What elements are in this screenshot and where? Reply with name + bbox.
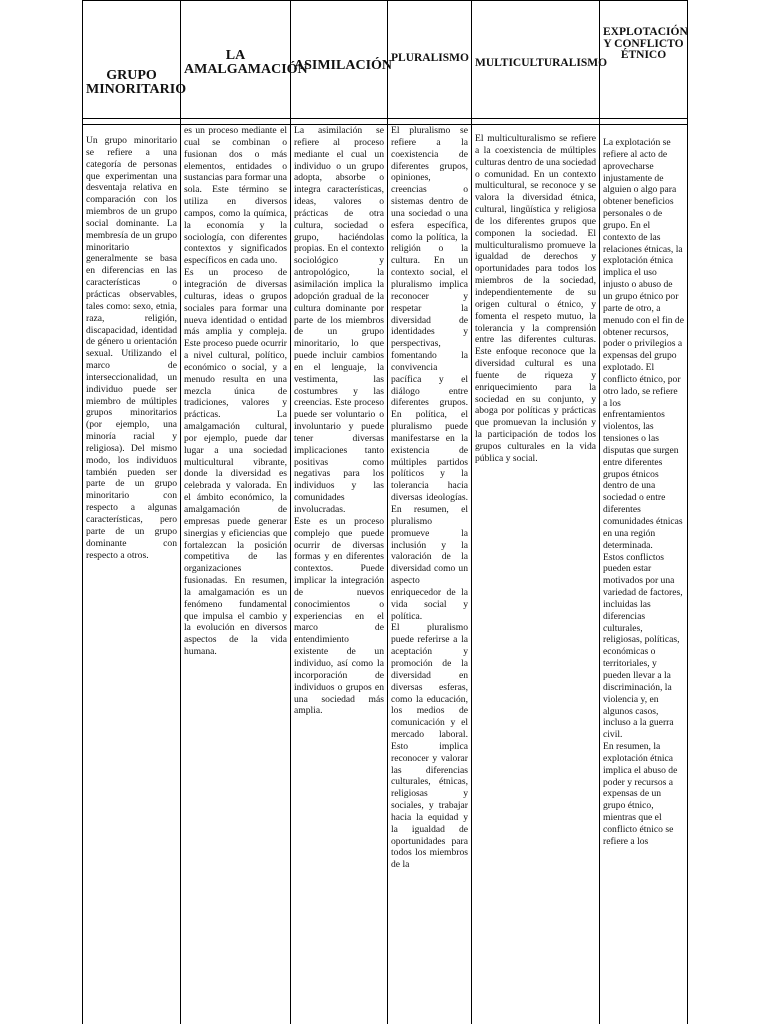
header-label: EXPLOTACIÓN Y CONFLICTO ÉTNICO [603,26,688,62]
header-label: GRUPO MINORITARIO [86,68,187,98]
header-explotacion [600,1,688,119]
cell-paragraph: Este es un proceso complejo que puede ocurrir de diversas formas y en diferentes contextos. Puede implicar la integración de nuevos conocimientos o experiencias en el marco de entendimiento existente de un individuo, así como la incorporación de individuos o grupos en una sociedad más amplia. [294,515,384,717]
cell-paragraph: Estos conflictos pueden estar motivados por una variedad de factores, incluidas las diferencias culturales, religiosas, políticas, económicas o territoriales, y pueden llevar a la discriminación, la violencia y, en algunos casos, incluso a la guerra civil. [603,551,683,741]
table-row [83,125,688,1024]
header-pluralismo [388,1,472,119]
cell-paragraph: El pluralismo puede referirse a la aceptación y promoción de la diversidad en diversas esferas, como la educación, los medios de comunicación y el mercado laboral. Esto implica reconocer y valorar las diferencias culturales, étnicas, religiosas y sociales, y trabajar hacia la equidad y la igualdad de oportunidades para todos los miembros de la [391,622,468,871]
cell-asimilacion [291,125,388,1024]
header-asimilacion [291,1,393,119]
header-grupo-minoritario [83,1,187,119]
cell-paragraph: La asimilación se refiere al proceso mediante el cual un individuo o un grupo adopta, absorbe o integra características, ideas, valores o prácticas de otra cultura, sociedad o grupo, haciéndolas propias. En el contexto sociológico y antropológico, la asimilación implica la adopción gradual de la cultura dominante por parte de los miembros de un grupo minoritario, lo que puede incluir cambios en el lenguaje, la vestimenta, las costumbres y las creencias. Este proceso puede ser voluntario o involuntario y puede tener diversas implicaciones tanto positivas como negativas para los individuos y las comunidades involucradas. [294,125,384,515]
header-amalgamacion [181,1,308,119]
header-label: PLURALISMO [391,52,469,64]
cell-grupo-minoritario [83,125,181,1024]
cell-paragraph: La explotación se refiere al acto de aprovecharse injustamente de alguien o algo para obtener beneficios personales o de grupo. En el contexto de las relaciones étnicas, la explotación étnica implica el uso injusto o abuso de un grupo étnico por parte de otro, a menudo con el fin de obtener recursos, poder o privilegios a expensas del grupo explotado. El conflicto étnico, por otro lado, se refiere a los enfrentamientos violentos, las tensiones o las disputas que surgen entre diferentes grupos étnicos dentro de una sociedad o entre diferentes comunidades étnicas en una región determinada. [603,137,684,551]
header-label: ASIMILACIÓN [294,58,393,73]
cell-paragraph: es un proceso mediante el cual se combinan o fusionan dos o más elementos, entidades o sustancias para formar una sola. Este término se utiliza en diversos campos, como la química, la economía y la sociología, con diferentes contextos y significados específicos en cada uno. [184,125,287,267]
cell-amalgamacion [181,125,291,1024]
table-header-row [83,1,688,119]
cell-pluralismo [388,125,472,1024]
header-label: MULTICULTURALISMO [475,57,608,69]
cell-paragraph: Un grupo minoritario se refiere a una categoría de personas que experimentan una desventaja relativa en comparación con los miembros de un grupo social dominante. La membresía de un grupo minoritario generalmente se basa en diferencias en las características o prácticas observables, tales como: sexo, etnia, raza, religión, discapacidad, identidad de género u orientación sexual. Utilizando el marco de interseccionalidad, un individuo puede ser miembro de múltiples grupos minoritarios (por ejemplo, una minoría racial y religiosa). Del mismo modo, los individuos también pueden ser parte de un grupo minoritario con respecto a algunas características, pero parte de un grupo dominante con respecto a otros. [86,135,177,561]
cell-paragraph: Es un proceso de integración de diversas culturas, ideas o grupos sociales para formar una nueva identidad o entidad más amplia y compleja. Este proceso puede ocurrir a nivel cultural, político, económico o social, y a menudo resulta en una mezcla única de tradiciones, valores y prácticas. La amalgamación cultural, por ejemplo, puede dar lugar a una sociedad multicultural vibrante, donde la diversidad es celebrada y valorada. En el ámbito económico, la amalgamación de empresas puede generar sinergias y eficiencias que fortalezcan la posición competitiva de las organizaciones fusionadas. En resumen, la amalgamación es un fenómeno fundamental que impulsa el cambio y la evolución en diversos aspectos de la vida humana. [184,267,287,658]
comparison-table [82,0,688,1024]
header-multiculturalismo [472,1,608,119]
cell-paragraph: En resumen, la explotación étnica implica el abuso de poder y recursos a expensas de un grupo étnico, mientras que el conflicto étnico se refiere a los [603,741,678,847]
cell-paragraph: El multiculturalismo se refiere a la coexistencia de múltiples culturas dentro de una sociedad o comunidad. En un contexto multicultural, se reconoce y se valora la diversidad étnica, cultural, lingüística y religiosa de los diferentes grupos que componen la sociedad. El multiculturalismo promueve la igualdad de derechos y oportunidades para todos los miembros de la sociedad, independientemente de su origen cultural o étnico, y fomenta el respeto mutuo, la tolerancia y la comprensión entre las diferentes culturas. Este enfoque reconoce que la diversidad cultural es una fuente de riqueza y enriquecimiento para la sociedad en su conjunto, y aboga por políticas y prácticas que promuevan la inclusión y la participación de todos los grupos culturales en la vida pública y social. [475,133,596,464]
cell-explotacion [600,125,688,1024]
cell-multiculturalismo [472,125,600,1024]
cell-paragraph: El pluralismo se refiere a la coexistencia de diferentes grupos, opiniones, creencias o sistemas dentro de una sociedad o una esfera específica, como la política, la religión o la cultura. En un contexto social, el pluralismo implica reconocer y respetar la diversidad de identidades y perspectivas, fomentando la convivencia pacífica y el diálogo entre diferentes grupos. En política, el pluralismo puede manifestarse en la existencia de múltiples partidos políticos y la tolerancia hacia diversas ideologías. En resumen, el pluralismo promueve la inclusión y la valoración de la diversidad como un aspecto enriquecedor de la vida social y política. [391,125,468,622]
header-label: LA AMALGAMACIÓN [184,48,308,78]
